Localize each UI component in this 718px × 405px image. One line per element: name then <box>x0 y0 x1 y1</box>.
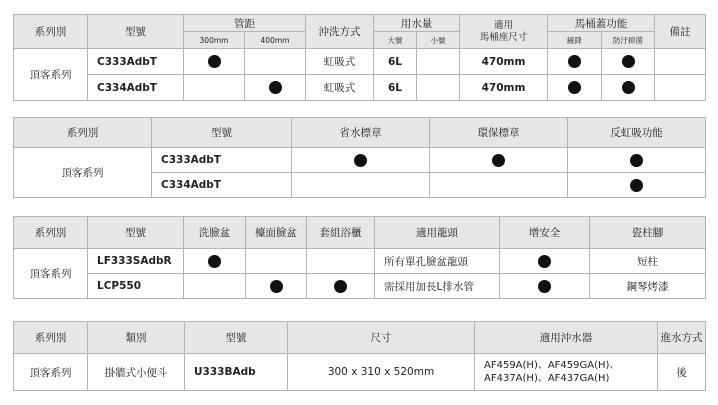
header-size: 尺寸 <box>288 322 475 354</box>
filled-dot-icon <box>208 255 221 268</box>
eco-label-cell <box>430 148 568 173</box>
table-row <box>14 148 706 173</box>
water-label-cell <box>292 173 430 198</box>
vanity-cell <box>307 274 375 299</box>
series-cell: 頂客系列 <box>14 49 88 101</box>
filled-dot-icon <box>622 55 635 68</box>
header-flusher: 適用沖水器 <box>475 322 658 354</box>
water-label-cell <box>292 148 430 173</box>
seat-size-cell: 470mm <box>460 49 548 75</box>
flush-cell: 虹吸式 <box>306 75 374 101</box>
flusher-line: AF459A(H)、AF459GA(H)、 <box>484 360 620 371</box>
header-series: 系列別 <box>14 15 88 49</box>
model-cell: C333AdbT <box>88 49 184 75</box>
header-remarks: 備註 <box>655 15 706 49</box>
header-water-usage: 用水量 <box>374 15 460 32</box>
flusher-cell <box>475 354 658 391</box>
filled-dot-icon <box>630 154 643 167</box>
header-model: 型號 <box>185 322 288 354</box>
counter-basin-cell <box>246 249 307 274</box>
model-cell: U333BAdb <box>185 354 288 391</box>
header-anti-siphon: 反虹吸功能 <box>568 118 706 148</box>
urinal-spec-table <box>13 321 706 391</box>
size-cell: 300 x 310 x 520mm <box>288 354 475 391</box>
safety-cell <box>500 274 590 299</box>
basin-cell <box>184 274 246 299</box>
pedestal-cell: 短柱 <box>590 249 706 274</box>
header-eco-label: 環保標章 <box>430 118 568 148</box>
header-pipe-400: 400mm <box>245 32 306 49</box>
remark-cell <box>655 75 706 101</box>
soft-close-cell <box>548 75 602 101</box>
pipe-300-cell <box>184 75 245 101</box>
anti-siphon-cell <box>568 173 706 198</box>
filled-dot-icon <box>538 280 551 293</box>
basin-spec-table <box>13 216 706 299</box>
header-pedestal: 瓷柱腳 <box>590 217 706 249</box>
pipe-300-cell <box>184 49 245 75</box>
faucet-cell: 需採用加長L排水管 <box>375 274 500 299</box>
pipe-400-cell <box>245 75 306 101</box>
header-model: 型號 <box>88 217 184 249</box>
table-row <box>14 249 706 274</box>
anti-siphon-cell <box>568 148 706 173</box>
model-cell: C334AdbT <box>88 75 184 101</box>
inlet-cell: 後 <box>658 354 706 391</box>
filled-dot-icon <box>492 154 505 167</box>
water-large-cell: 6L <box>374 75 417 101</box>
counter-basin-cell <box>246 274 307 299</box>
filled-dot-icon <box>354 154 367 167</box>
header-soft-close: 緩降 <box>548 32 602 49</box>
header-series: 系列別 <box>14 217 88 249</box>
header-basin: 洗臉盆 <box>184 217 246 249</box>
filled-dot-icon <box>538 255 551 268</box>
faucet-cell: 所有單孔臉盆龍頭 <box>375 249 500 274</box>
flusher-line: AF437A(H)、AF437GA(H) <box>484 373 610 384</box>
header-water-small: 小號 <box>417 32 460 49</box>
filled-dot-icon <box>568 55 581 68</box>
header-seat-size: 適用 馬桶座尺寸 <box>460 15 548 49</box>
flush-cell: 虹吸式 <box>306 49 374 75</box>
toilet-spec-table <box>13 14 706 101</box>
table-row <box>14 75 706 101</box>
model-cell: C334AdbT <box>152 173 292 198</box>
filled-dot-icon <box>334 280 347 293</box>
certification-table <box>13 117 706 198</box>
water-small-cell <box>417 75 460 101</box>
filled-dot-icon <box>630 179 643 192</box>
header-model: 型號 <box>88 15 184 49</box>
header-vanity: 套組浴櫃 <box>307 217 375 249</box>
pipe-400-cell <box>245 49 306 75</box>
model-cell: LF333SAdbR <box>88 249 184 274</box>
water-large-cell: 6L <box>374 49 417 75</box>
vanity-cell <box>307 249 375 274</box>
antifouling-cell <box>602 49 655 75</box>
filled-dot-icon <box>270 280 283 293</box>
water-small-cell <box>417 49 460 75</box>
header-antifouling: 防汙抑菌 <box>602 32 655 49</box>
table-row <box>14 274 706 299</box>
antifouling-cell <box>602 75 655 101</box>
header-series: 系列別 <box>14 322 88 354</box>
filled-dot-icon <box>622 81 635 94</box>
soft-close-cell <box>548 49 602 75</box>
eco-label-cell <box>430 173 568 198</box>
filled-dot-icon <box>269 81 282 94</box>
series-cell: 頂客系列 <box>14 148 152 198</box>
seat-size-cell: 470mm <box>460 75 548 101</box>
series-cell: 頂客系列 <box>14 354 88 391</box>
header-water-label: 省水標章 <box>292 118 430 148</box>
model-cell: LCP550 <box>88 274 184 299</box>
header-counter-basin: 檯面臉盆 <box>246 217 307 249</box>
pedestal-cell: 鋼琴烤漆 <box>590 274 706 299</box>
header-series: 系列別 <box>14 118 152 148</box>
header-pipe-300: 300mm <box>184 32 245 49</box>
safety-cell <box>500 249 590 274</box>
header-pipe-spacing: 管距 <box>184 15 306 32</box>
header-flush-type: 沖洗方式 <box>306 15 374 49</box>
filled-dot-icon <box>568 81 581 94</box>
header-inlet: 進水方式 <box>658 322 706 354</box>
remark-cell <box>655 49 706 75</box>
table-row <box>14 354 706 391</box>
category-cell: 掛牆式小便斗 <box>88 354 185 391</box>
header-cover-function: 馬桶蓋功能 <box>548 15 655 32</box>
header-safety: 增安全 <box>500 217 590 249</box>
model-cell: C333AdbT <box>152 148 292 173</box>
header-category: 類別 <box>88 322 185 354</box>
series-cell: 頂客系列 <box>14 249 88 299</box>
header-model: 型號 <box>152 118 292 148</box>
header-water-large: 大號 <box>374 32 417 49</box>
header-faucet: 適用龍頭 <box>375 217 500 249</box>
table-row <box>14 49 706 75</box>
filled-dot-icon <box>208 55 221 68</box>
basin-cell <box>184 249 246 274</box>
